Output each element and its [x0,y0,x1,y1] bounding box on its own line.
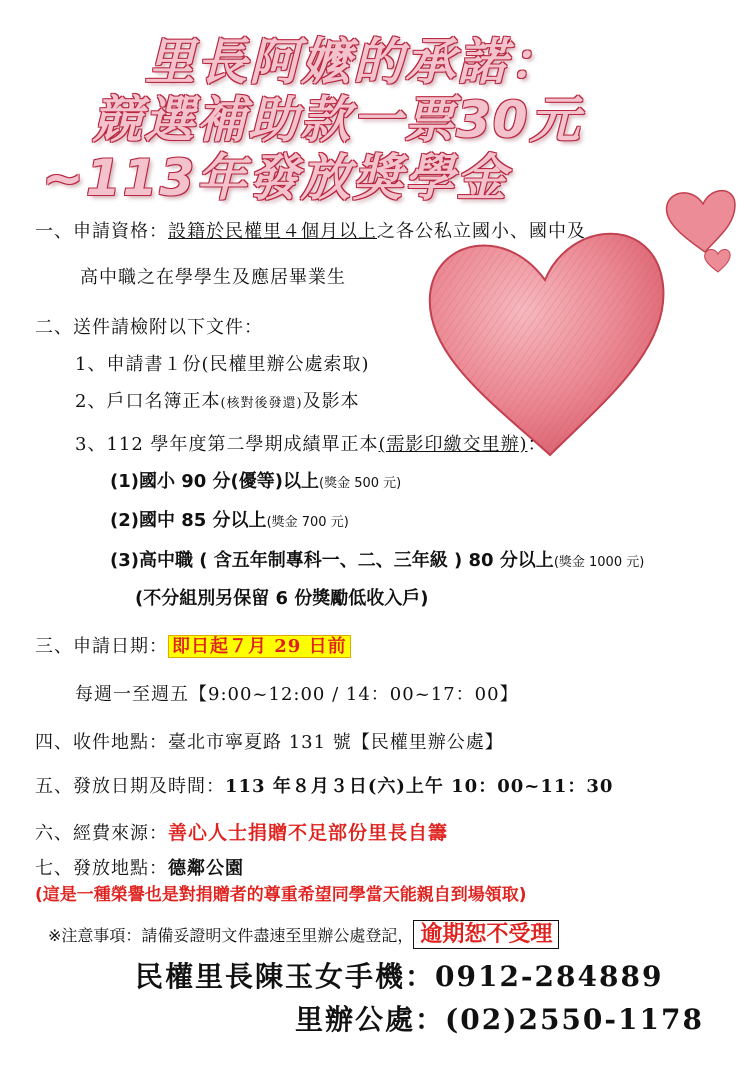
rule-text: (3)高中職 ( 含五年制專科一、二、三年級 ) 80 分以上 [110,550,554,571]
big-heart-icon [430,234,664,455]
section-distribution-place [35,854,244,880]
section-label: 六、經費來源： [35,823,168,844]
late-not-accepted: 逾期恕不受理 [413,920,559,949]
section-documents-label: 二、送件請檢附以下文件： [35,317,263,338]
office-hours: 每週一至週五【9:00~12:00 / 14：00~17：00】 [75,684,519,705]
attendance-note: (這是一種榮譽也是對捐贈者的尊重希望同學當天能親自到場領取) [35,885,527,905]
section-distribution-time [35,772,613,798]
grade-rule-junior [110,506,349,532]
rule-amount: (獎金 700 元) [266,515,349,530]
rule-amount: (獎金 1000 元) [553,555,645,570]
deadline-highlight: 即日起７月 29 日前 [168,635,351,658]
section-application-date [35,632,351,658]
section-location [35,728,504,754]
section-label: 七、發放地點： [35,858,168,879]
park-name: 德鄰公園 [168,858,244,879]
title-line-3: ~113年發放獎學金 [42,149,509,207]
item-text: 2、戶口名簿正本 [75,391,221,412]
chief-phone: 民權里長陳玉女手機：0912-284889 [135,960,664,993]
title-line-1: 里長阿嬤的承諾： [145,33,561,91]
grade-rule-elementary [110,467,401,493]
eligibility-text: 之各公私立國小、國中及 [377,221,586,242]
item-text-end: 及影本 [302,391,360,412]
low-income-reserve: (不分組別另保留 6 份獎勵低收入戶) [135,588,429,609]
section-eligibility [35,217,586,243]
distribution-datetime: 113 年８月３日(六)上午 10：00~11：30 [225,776,614,797]
funding-source: 善心人士捐贈不足部份里長自籌 [168,822,449,844]
notice-text: ※注意事項：請備妥證明文件盡速至里辦公處登記， [48,926,414,945]
item-text-end: ： [527,434,547,455]
notice [48,918,559,953]
residency-requirement: 設籍於民權里４個月以上 [168,221,377,242]
document-item-1: 1、申請書１份(民權里辦公處索取) [75,354,370,375]
section-label: 五、發放日期及時間： [35,776,225,797]
tiny-heart-icon [705,250,730,273]
section-label: 一、申請資格： [35,221,168,242]
document-item-2 [75,387,360,413]
small-heart-icon [667,191,735,252]
title-line-2: 競選補助款一票30元 [92,91,582,149]
section-label: 三、申請日期： [35,636,168,657]
section-funding [35,818,448,845]
item-text: 3、112 學年度第二學期成績單正本 [75,434,379,455]
office-phone: 里辦公處：(02)2550-1178 [295,1003,704,1036]
eligibility-line-2: 高中職之在學學生及應居畢業生 [80,267,346,288]
rule-amount: (獎金 500 元) [319,476,402,491]
rule-text: (1)國小 90 分(優等)以上 [110,471,320,492]
section-label: 四、收件地點： [35,732,168,753]
address: 臺北市寧夏路 131 號【民權里辦公處】 [168,732,504,753]
document-item-3 [75,430,547,456]
item-note: (需影印繳交里辦) [378,434,528,455]
rule-text: (2)國中 85 分以上 [110,510,267,531]
item-note: (核對後發還) [220,396,303,411]
grade-rule-senior [110,546,644,572]
